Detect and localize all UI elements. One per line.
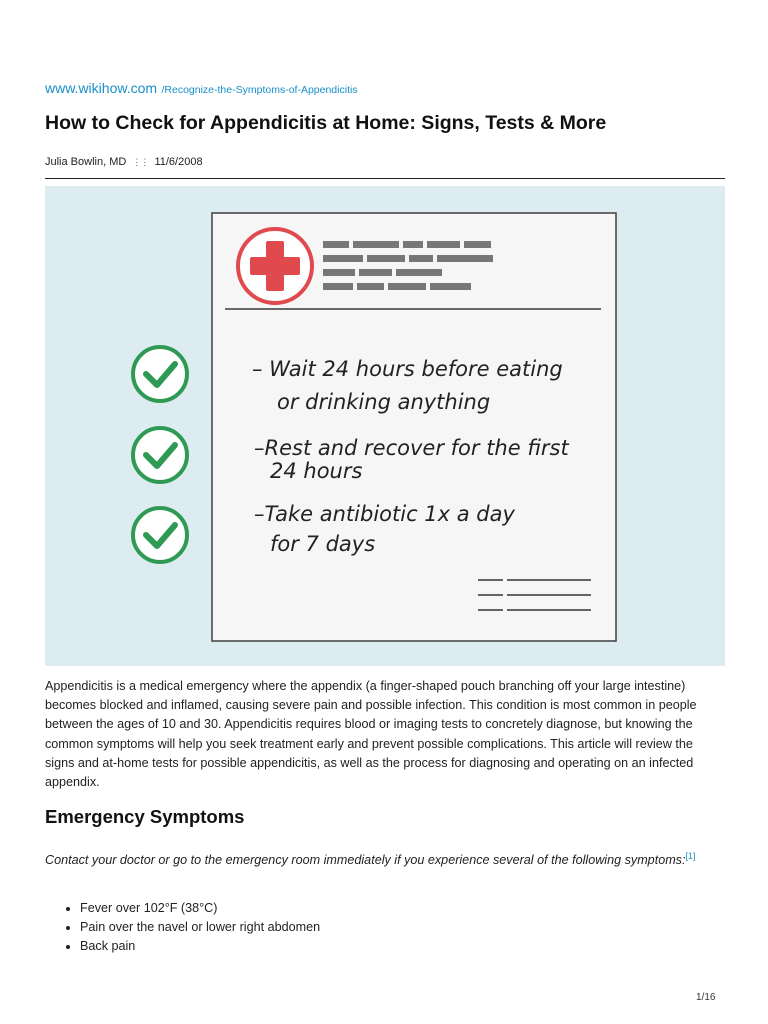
publish-date: 11/6/2008: [154, 156, 203, 168]
section-lead: [45, 845, 725, 871]
list-item: • Back pain: [80, 937, 320, 956]
article-title: How to Check for Appendicitis at Home: Signs, Tests & More: [45, 112, 607, 134]
illustration-svg: [45, 186, 725, 666]
intro-paragraph: Appendicitis is a medical emergency where the appendix (a finger-shaped pouch branching off your large intestine) becomes blocked and inflamed, causing severe pain and possible infection. This condition is most common in people between the ages of 10 and 30. Appendicitis requires blood or imaging tests to concretely diagnose, but knowing the common symptoms will help you seek treatment early and prevent possible complications. This article will review the signs and at-home tests for possible appendicitis, as well as the process for diagnosing and operating on an infected appendix.: [45, 679, 697, 790]
source-domain-link[interactable]: www.wikihow.com: [45, 80, 158, 96]
meta-separator-icon: ⋮⋮: [132, 157, 149, 167]
note-line-5: –Take antibiotic 1x a day: [254, 502, 515, 526]
article-illustration: [45, 186, 725, 666]
check-circle-icon: [133, 347, 187, 401]
list-item: • Pain over the navel or lower right abdomen: [80, 918, 320, 937]
note-line-2: or drinking anything: [277, 390, 491, 414]
source-url[interactable]: [45, 80, 358, 98]
note-line-4: 24 hours: [270, 459, 363, 483]
check-circle-icon: [133, 508, 187, 562]
citation-link[interactable]: [1]: [685, 851, 696, 861]
note-line-3: –Rest and recover for the first: [254, 436, 569, 460]
section-heading: Emergency Symptoms: [45, 806, 245, 827]
note-line-1: – Wait 24 hours before eating: [252, 357, 563, 381]
citation[interactable]: [685, 851, 695, 861]
symptom-list: [45, 899, 320, 957]
medical-cross-icon: [238, 229, 312, 303]
list-item: • Fever over 102°F (38°C): [80, 899, 320, 918]
source-path-link[interactable]: /Recognize-the-Symptoms-of-Appendicitis: [161, 84, 358, 96]
section-lead-text: Contact your doctor or go to the emergency room immediately if you experience several of the following symptoms:: [45, 853, 686, 868]
page-number: 1/16: [696, 992, 716, 1003]
article-meta: [45, 156, 203, 168]
note-line-6: for 7 days: [270, 532, 376, 556]
header-divider: [45, 178, 725, 179]
check-circle-icon: [133, 428, 187, 482]
author-name: Julia Bowlin, MD: [45, 156, 127, 168]
